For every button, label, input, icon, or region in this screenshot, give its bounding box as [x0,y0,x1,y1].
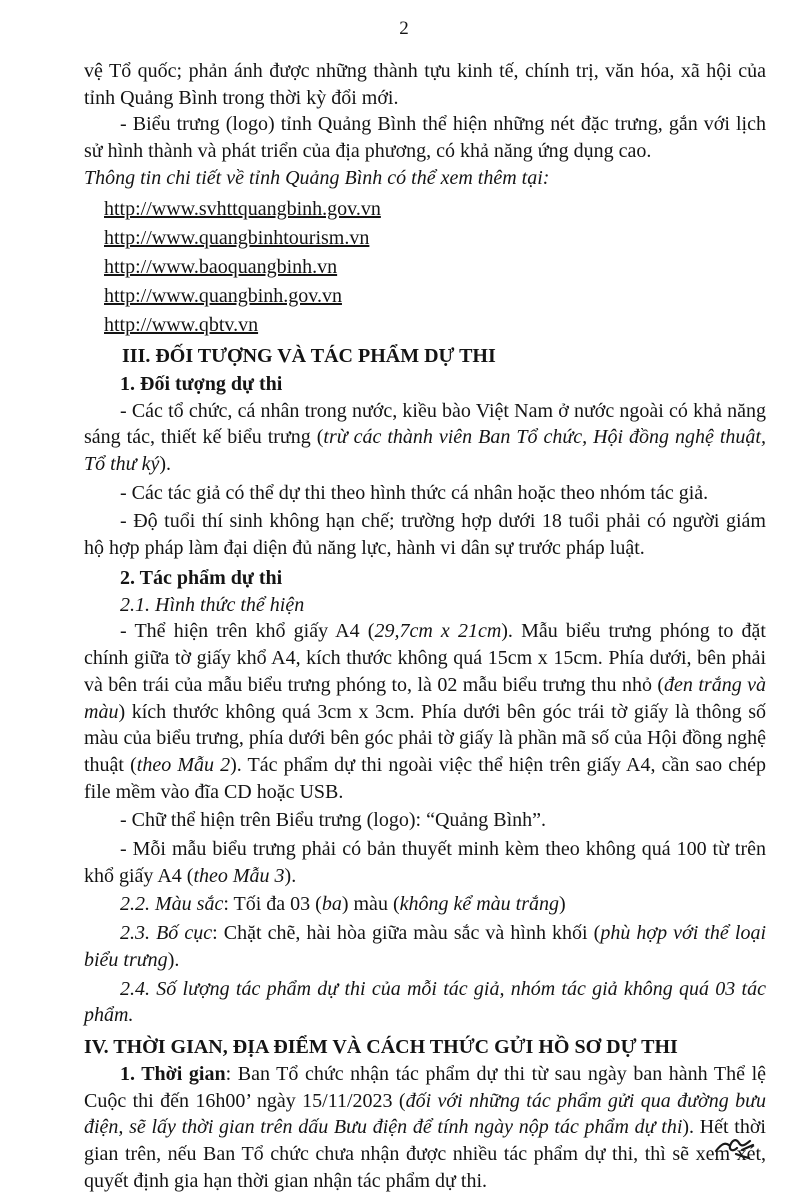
paragraph-eligibility [84,398,766,478]
italic-run: đối với những tác phẩm gửi qua đường bưu điện, sẽ lấy thời gian trên dấu Bưu điện để tính ngày nộp tác phẩm dự thi [84,1089,766,1139]
text-run: : Ban Tổ chức nhận tác phẩm dự thi từ sau ngày ban hành Thể lệ Cuộc thi đến 16h00’ ngày 15/11/2023 ( [84,1062,766,1112]
text-run: ). Mẫu biểu trưng phóng to đặt chính giữa tờ giấy khổ A4, kích thước không quá 15cm x 15cm. Phía dưới, bên phải và bên trái của mẫu biểu trưng phóng to, là 02 mẫu biểu trưng thu nhỏ ( [84,620,766,696]
text-run: - Biểu trưng (logo) tỉnh Quảng Bình thể hiện những nét đặc trưng, gắn với lịch sử hình thành và phát triển của địa phương, có khả năng ứng dụng cao. [84,113,766,163]
text-run: ) màu ( [341,893,400,916]
subsection-2-heading: 2. Tác phẩm dự thi [120,566,283,589]
italic-run: 29,7cm x 21cm [374,620,502,643]
italic-run: theo Mẫu 2 [136,753,231,776]
text-run: ) kích thước không quá 3cm x 3cm. Phía dưới bên góc trái tờ giấy là thông số màu của biểu trưng, phía dưới bên góc phải tờ giấy là phần mã số của Hội đồng nghệ thuật ( [84,700,766,776]
section-4-heading: IV. THỜI GIAN, ĐỊA ĐIỂM VÀ CÁCH THỨC GỬI HỒ SƠ DỰ THI [84,1035,678,1058]
page-number: 2 [399,18,409,39]
italic-run: theo Mẫu 3 [193,864,285,887]
italic-run: 2.2. Màu sắc [120,893,224,916]
italic-run: đen trắng và màu [84,673,766,723]
link-list [84,195,766,340]
italic-run: không kể màu trắng [399,893,560,916]
italic-run: 2.4. Số lượng tác phẩm dự thi của mỗi tác giả, nhóm tác giả không quá 03 tác phẩm. [84,977,766,1027]
italic-run: 2.3. Bố cục [120,922,213,945]
initials-mark [712,1134,760,1160]
paragraph-age: - Độ tuổi thí sinh không hạn chế; trường hợp dưới 18 tuổi phải có người giám hộ hợp pháp làm đại diện đủ năng lực, hành vi dân sự trước pháp luật. [84,510,766,560]
document-body [84,58,766,1195]
paragraph-logo-description [84,111,766,164]
text-run: - Các tổ chức, cá nhân trong nước, kiều bào Việt Nam ở nước ngoài có khả năng sáng tác, thiết kế biểu trưng ( [84,399,766,449]
link-quangbinh-gov[interactable]: http://www.quangbinh.gov.vn [104,284,342,307]
text-run: ). [159,452,172,475]
paragraph-format [84,618,766,805]
text-run: ). [284,864,297,887]
paragraph-quantity [84,976,766,1029]
subsection-1-heading: 1. Đối tượng dự thi [120,372,283,395]
link-qbtv[interactable]: http://www.qbtv.vn [104,313,259,336]
italic-run: trừ các thành viên Ban Tổ chức, Hội đồng nghệ thuật, Tổ thư ký [84,426,766,475]
text-run: : Chặt chẽ, hài hòa giữa màu sắc và hình khối ( [212,922,601,945]
paragraph-time [84,1061,766,1195]
text-run: - Thể hiện trên khổ giấy A4 ( [120,620,375,643]
paragraph-layout [84,920,766,973]
paragraph-explanation [84,836,766,889]
link-tourism[interactable]: http://www.quangbinhtourism.vn [104,226,370,249]
link-svhtt[interactable]: http://www.svhttquangbinh.gov.vn [104,197,381,220]
text-run: : Tối đa 03 ( [223,893,322,916]
text-run: ). Hết thời gian trên, nếu Ban Tổ chức chưa nhận được nhiều tác phẩm dự thi, thì sẽ xem xét, quyết định gia hạn thời gian nhận tác phẩm dự thi. [84,1116,766,1192]
text-run: - Mỗi mẫu biểu trưng phải có bản thuyết minh kèm theo không quá 100 từ trên khổ giấy A4 ( [84,838,766,887]
italic-run: ba [321,893,342,916]
link-baoquangbinh[interactable]: http://www.baoquangbinh.vn [104,255,338,278]
text-run: ). [167,948,180,971]
subsection-2-1-heading: 2.1. Hình thức thể hiện [120,593,305,616]
paragraph-participation-form: - Các tác giả có thể dự thi theo hình thức cá nhân hoặc theo nhóm tác giả. [120,481,709,504]
text-run: ). Tác phẩm dự thi ngoài việc thể hiện trên giấy A4, cần sao chép file mềm vào đĩa CD hoặc USB. [84,753,766,803]
text-run: vệ Tổ quốc; phản ánh được những thành tựu kinh tế, chính trị, văn hóa, xã hội của tỉnh Quảng Bình trong thời kỳ đổi mới. [84,60,766,109]
bold-run: 1. Thời gian [120,1062,226,1085]
paragraph-logo-text: - Chữ thể hiện trên Biểu trưng (logo): “Quảng Bình”. [120,809,547,832]
paragraph-intro-continued [84,58,766,111]
info-line [84,165,766,192]
info-line-text: Thông tin chi tiết về tỉnh Quảng Bình có thể xem thêm tại: [84,166,550,189]
text-run: ) [559,893,566,916]
italic-run: phù hợp với thể loại biểu trưng [84,922,766,971]
paragraph-colors [84,891,766,918]
section-3-heading: III. ĐỐI TƯỢNG VÀ TÁC PHẨM DỰ THI [122,344,496,367]
